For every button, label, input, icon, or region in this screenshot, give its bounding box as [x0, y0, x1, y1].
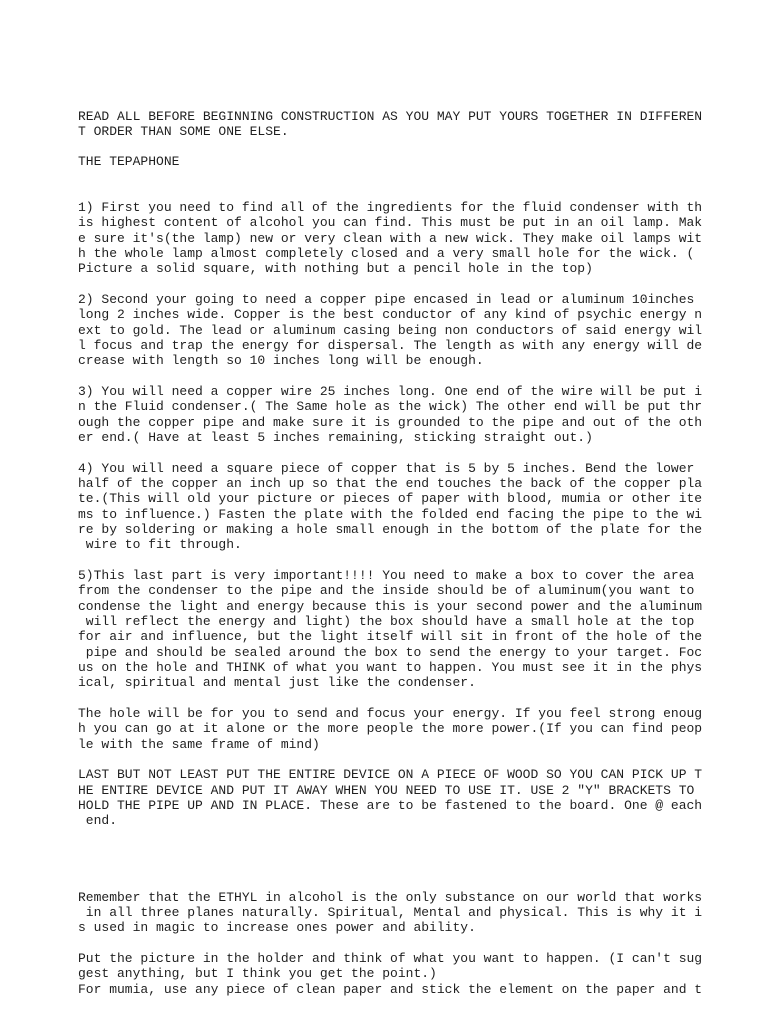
text-line: le with the same frame of mind)	[78, 737, 320, 752]
text-line: is highest content of alcohol you can find. This must be put in an oil lamp. Mak	[78, 215, 703, 230]
text-line: Put the picture in the holder and think of what you want to happen. (I can't sug	[78, 951, 703, 966]
text-line: l focus and trap the energy for dispersal. The length as with any energy will de	[78, 338, 703, 353]
text-line: h the whole lamp almost completely closed and a very small hole for the wick. (	[78, 246, 695, 261]
text-line: 1) First you need to find all of the ingredients for the fluid condenser with th	[78, 200, 703, 215]
text-line: The hole will be for you to send and focus your energy. If you feel strong enoug	[78, 706, 703, 721]
text-line: gest anything, but I think you get the point.)	[78, 966, 437, 981]
text-line: ext to gold. The lead or aluminum casing being non conductors of said energy wil	[78, 323, 703, 338]
text-line: in all three planes naturally. Spiritual, Mental and physical. This is why it i	[78, 905, 703, 920]
text-line: for air and influence, but the light itself will sit in front of the hole of the	[78, 629, 703, 644]
text-line: will reflect the energy and light) the box should have a small hole at the top	[78, 614, 695, 629]
text-line: LAST BUT NOT LEAST PUT THE ENTIRE DEVICE ON A PIECE OF WOOD SO YOU CAN PICK UP T	[78, 767, 703, 782]
text-line: 5)This last part is very important!!!! You need to make a box to cover the area	[78, 568, 695, 583]
text-line: For mumia, use any piece of clean paper and stick the element on the paper and t	[78, 982, 703, 997]
text-line: HOLD THE PIPE UP AND IN PLACE. These are to be fastened to the board. One @ each	[78, 798, 703, 813]
text-line: Remember that the ETHYL in alcohol is the only substance on our world that works	[78, 890, 703, 905]
text-line: long 2 inches wide. Copper is the best conductor of any kind of psychic energy n	[78, 307, 703, 322]
text-line: pipe and should be sealed around the box to send the energy to your target. Foc	[78, 645, 703, 660]
text-line: end.	[78, 813, 118, 828]
text-line: te.(This will old your picture or pieces of paper with blood, mumia or other ite	[78, 491, 703, 506]
text-line: wire to fit through.	[78, 537, 242, 552]
text-line: 4) You will need a square piece of copper that is 5 by 5 inches. Bend the lower	[78, 461, 695, 476]
text-line: s used in magic to increase ones power and ability.	[78, 920, 476, 935]
text-line: Picture a solid square, with nothing but a pencil hole in the top)	[78, 261, 593, 276]
text-line: re by soldering or making a hole small enough in the bottom of the plate for the	[78, 522, 703, 537]
text-line: ough the copper pipe and make sure it is grounded to the pipe and out of the oth	[78, 415, 703, 430]
text-line: half of the copper an inch up so that the end touches the back of the copper pla	[78, 476, 703, 491]
text-line: ms to influence.) Fasten the plate with the folded end facing the pipe to the wi	[78, 507, 703, 522]
text-line: n the Fluid condenser.( The Same hole as the wick) The other end will be put thr	[78, 399, 703, 414]
text-line: 2) Second your going to need a copper pipe encased in lead or aluminum 10inches	[78, 292, 695, 307]
text-line: ical, spiritual and mental just like the condenser.	[78, 675, 476, 690]
text-line: READ ALL BEFORE BEGINNING CONSTRUCTION AS YOU MAY PUT YOURS TOGETHER IN DIFFEREN	[78, 109, 703, 124]
text-line: us on the hole and THINK of what you want to happen. You must see it in the phys	[78, 660, 703, 675]
text-line: from the condenser to the pipe and the inside should be of aluminum(you want to	[78, 583, 695, 598]
text-line: crease with length so 10 inches long will be enough.	[78, 353, 484, 368]
document-title: THE TEPAPHONE	[78, 154, 180, 169]
text-line: condense the light and energy because this is your second power and the aluminum	[78, 599, 703, 614]
text-line: 3) You will need a copper wire 25 inches long. One end of the wire will be put i	[78, 384, 703, 399]
text-line: e sure it's(the lamp) new or very clean with a new wick. They make oil lamps wit	[78, 231, 703, 246]
text-line: h you can go at it alone or the more people the more power.(If you can find peop	[78, 721, 703, 736]
text-line: HE ENTIRE DEVICE AND PUT IT AWAY WHEN YOU NEED TO USE IT. USE 2 "Y" BRACKETS TO	[78, 783, 695, 798]
text-line: er end.( Have at least 5 inches remaining, sticking straight out.)	[78, 430, 593, 445]
text-line: T ORDER THAN SOME ONE ELSE.	[78, 124, 289, 139]
